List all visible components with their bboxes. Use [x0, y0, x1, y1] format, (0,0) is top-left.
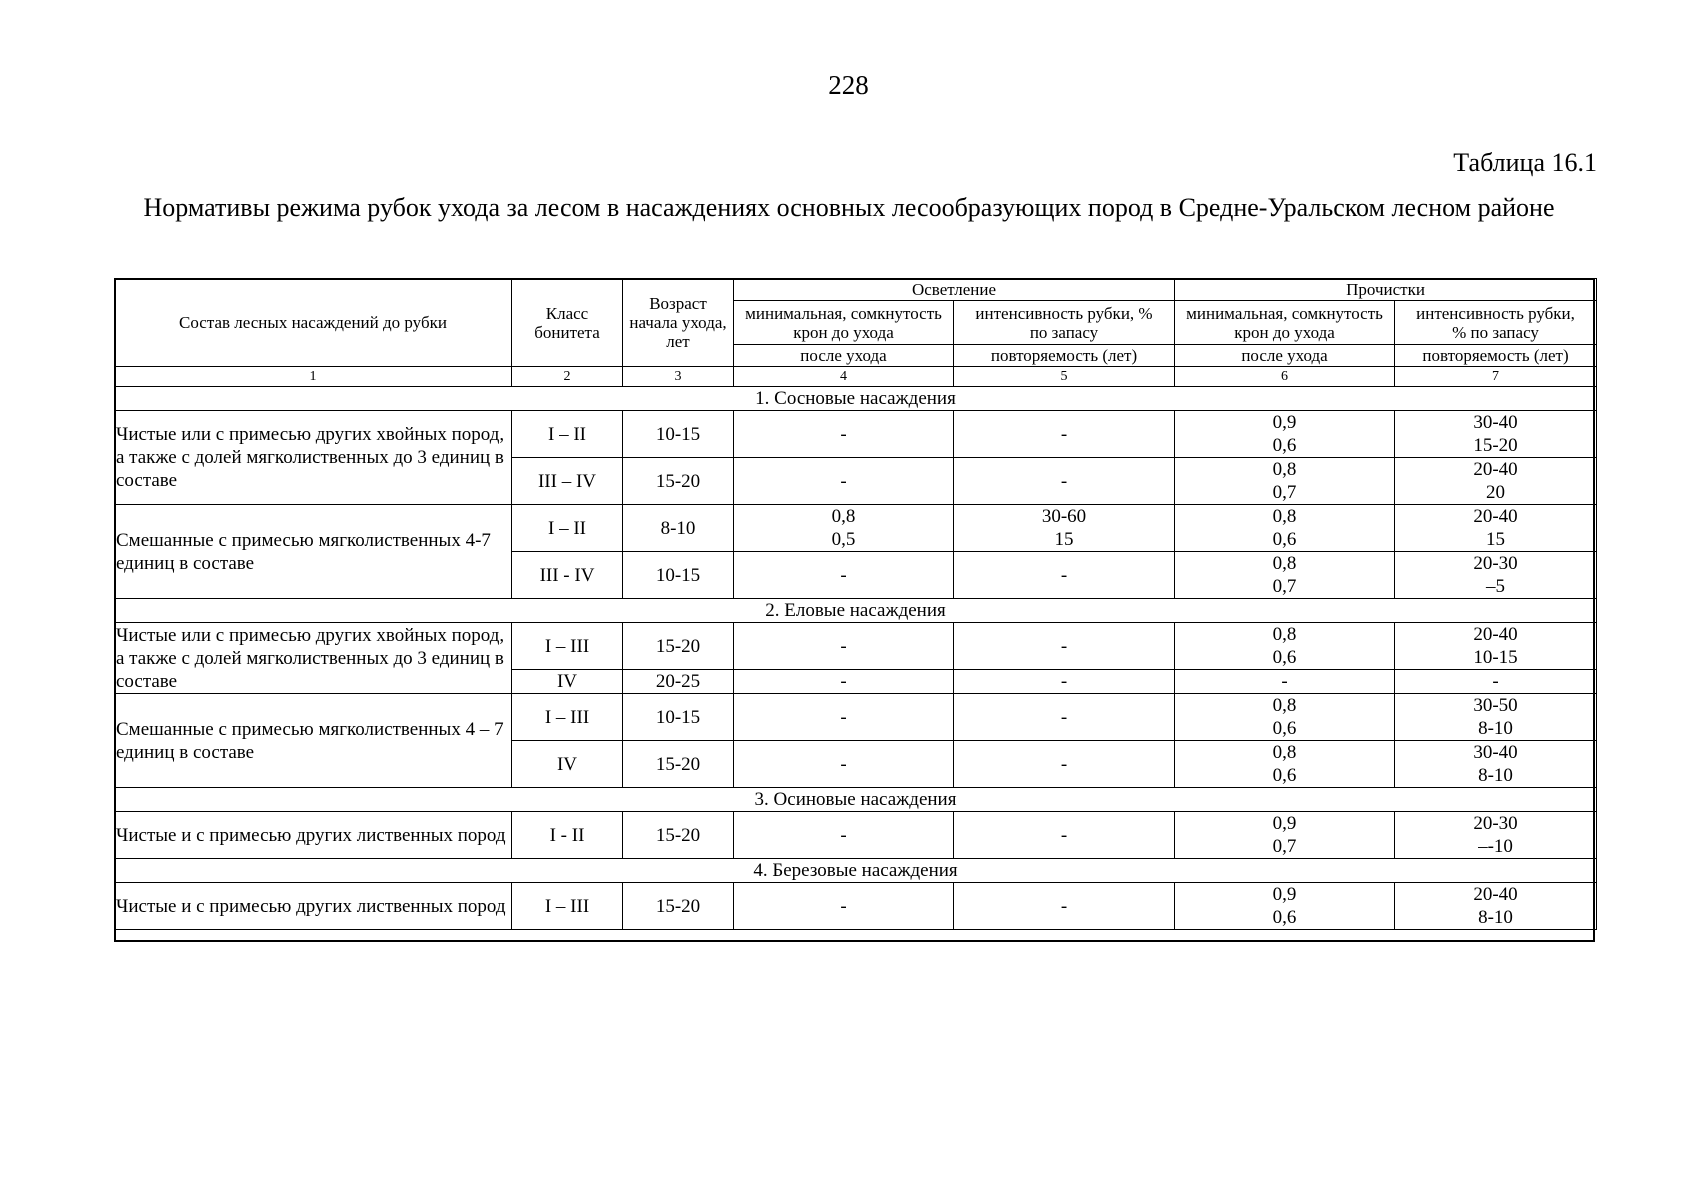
header-min-density-pr: минимальная, сомкнутость крон до ухода — [1175, 301, 1395, 345]
pr-intensity-cell-line: 30-40 — [1473, 412, 1518, 433]
osv-density-cell-line: 0,8 — [831, 506, 856, 527]
pr-density-cell — [1175, 812, 1395, 859]
pr-density-cell-line: 0,8 — [1272, 459, 1297, 480]
table-title: Нормативы режима рубок ухода за лесом в насаждениях основных лесообразующих пород в Средне-Уральском лесном районе — [143, 193, 1555, 222]
pr-density-cell-line: 0,6 — [1272, 907, 1297, 928]
pr-intensity-cell-line: 30-50 — [1473, 695, 1518, 716]
pr-density-cell-line: 0,6 — [1272, 529, 1297, 550]
pr-intensity-cell — [1395, 741, 1597, 788]
osv-density-cell-line: - — [840, 470, 847, 492]
pr-intensity-cell-line: 8-10 — [1478, 765, 1513, 786]
header-prochistki: Прочистки — [1175, 279, 1597, 301]
pr-density-cell — [1175, 670, 1395, 694]
osv-density-cell — [734, 552, 954, 599]
osv-intensity-cell — [954, 552, 1175, 599]
osv-density-cell — [734, 411, 954, 458]
pr-intensity-cell — [1395, 552, 1597, 599]
osv-density-cell — [734, 883, 954, 930]
pr-density-cell-line: 0,8 — [1272, 624, 1297, 645]
osv-density-cell — [734, 812, 954, 859]
header-repeat-pr: повторяемость (лет) — [1395, 345, 1597, 367]
pr-density-cell-line: 0,8 — [1272, 553, 1297, 574]
pr-intensity-cell-line: –-10 — [1478, 836, 1513, 857]
pr-intensity-cell-line: 10-15 — [1473, 647, 1518, 668]
osv-density-cell-line: - — [840, 423, 847, 445]
col-number: 2 — [512, 367, 623, 387]
header-repeat-osv: повторяемость (лет) — [954, 345, 1175, 367]
osv-density-cell — [734, 458, 954, 505]
norms-table — [114, 278, 1597, 930]
section-row — [115, 599, 1597, 623]
pr-intensity-cell-line: 30-40 — [1473, 742, 1518, 763]
bonitet-cell: I - II — [512, 812, 623, 859]
pr-density-cell-line: 0,6 — [1272, 765, 1297, 786]
pr-intensity-cell — [1395, 505, 1597, 552]
pr-density-cell-line: 0,8 — [1272, 506, 1297, 527]
pr-intensity-cell-line: 20-40 — [1473, 624, 1518, 645]
osv-intensity-cell — [954, 670, 1175, 694]
table-row — [115, 883, 1597, 930]
header-min-density-osv: минимальная, сомкнутость крон до ухода — [734, 301, 954, 345]
osv-density-cell-line: 0,5 — [831, 529, 856, 550]
osv-intensity-cell-line: 30-60 — [1041, 506, 1087, 527]
osv-intensity-cell — [954, 741, 1175, 788]
osv-intensity-cell-line: - — [1060, 635, 1068, 657]
table-row — [115, 411, 1597, 458]
header-intensity-pr: интенсивность рубки, % по запасу — [1395, 301, 1597, 345]
pr-density-cell-line: 0,6 — [1272, 435, 1297, 456]
table-row — [115, 623, 1597, 670]
pr-density-cell-line: 0,7 — [1272, 482, 1297, 503]
age-cell: 15-20 — [623, 458, 734, 505]
age-cell: 10-15 — [623, 411, 734, 458]
bonitet-cell: III – IV — [512, 458, 623, 505]
osv-intensity-cell — [954, 505, 1175, 552]
pr-intensity-cell — [1395, 623, 1597, 670]
osv-intensity-cell — [954, 812, 1175, 859]
header-after-care-pr: после ухода — [1175, 345, 1395, 367]
pr-intensity-cell — [1395, 883, 1597, 930]
osv-density-cell — [734, 623, 954, 670]
pr-intensity-cell — [1395, 694, 1597, 741]
osv-density-cell-line: - — [840, 635, 847, 657]
header-osvetlenie: Осветление — [734, 279, 1175, 301]
bonitet-cell: IV — [512, 670, 623, 694]
osv-intensity-cell-line: - — [1060, 706, 1068, 728]
osv-density-cell — [734, 694, 954, 741]
col-number: 6 — [1175, 367, 1395, 387]
age-cell: 15-20 — [623, 741, 734, 788]
composition-cell: Смешанные с примесью мягколиственных 4-7 единиц в составе — [115, 505, 512, 599]
col-number: 5 — [954, 367, 1175, 387]
pr-density-cell-line: 0,8 — [1272, 695, 1297, 716]
osv-intensity-cell — [954, 694, 1175, 741]
section-title: 4. Березовые насаждения — [115, 859, 1597, 883]
pr-density-cell-line: 0,9 — [1272, 884, 1297, 905]
pr-density-cell — [1175, 411, 1395, 458]
osv-intensity-cell-line: - — [1060, 753, 1068, 775]
section-row — [115, 788, 1597, 812]
pr-density-cell — [1175, 883, 1395, 930]
pr-density-cell-line: 0,9 — [1272, 813, 1297, 834]
col-number: 7 — [1395, 367, 1597, 387]
bonitet-cell: I – II — [512, 411, 623, 458]
bonitet-cell: I – II — [512, 505, 623, 552]
pr-density-cell — [1175, 552, 1395, 599]
osv-intensity-cell-line: - — [1060, 564, 1068, 586]
age-cell: 15-20 — [623, 623, 734, 670]
osv-intensity-cell-line: 15 — [1054, 529, 1074, 550]
col-number: 4 — [734, 367, 954, 387]
osv-intensity-cell-line: - — [1060, 470, 1068, 492]
pr-density-cell-line: 0,9 — [1272, 412, 1297, 433]
pr-density-cell — [1175, 505, 1395, 552]
osv-density-cell-line: - — [840, 895, 847, 917]
pr-density-cell — [1175, 458, 1395, 505]
col-number: 1 — [115, 367, 512, 387]
header-intensity-osv: интенсивность рубки, % по запасу — [954, 301, 1175, 345]
pr-intensity-cell-line: 20-30 — [1473, 553, 1518, 574]
age-cell: 15-20 — [623, 883, 734, 930]
osv-density-cell — [734, 741, 954, 788]
section-row — [115, 859, 1597, 883]
osv-intensity-cell-line: - — [1060, 895, 1068, 917]
header-bonitet: Класс бонитета — [512, 279, 623, 367]
col-number: 3 — [623, 367, 734, 387]
age-cell: 15-20 — [623, 812, 734, 859]
osv-density-cell-line: - — [840, 824, 847, 846]
table-row — [115, 694, 1597, 741]
section-title: 1. Сосновые насаждения — [115, 387, 1597, 411]
bonitet-cell: III - IV — [512, 552, 623, 599]
bonitet-cell: I – III — [512, 883, 623, 930]
pr-intensity-cell-line: 20-40 — [1473, 459, 1518, 480]
page-number: 228 — [828, 70, 869, 100]
age-cell: 8-10 — [623, 505, 734, 552]
pr-density-cell-line: 0,8 — [1272, 742, 1297, 763]
osv-intensity-cell — [954, 623, 1175, 670]
osv-intensity-cell — [954, 883, 1175, 930]
pr-intensity-cell — [1395, 812, 1597, 859]
pr-density-cell-line: 0,7 — [1272, 576, 1297, 597]
osv-density-cell-line: - — [840, 753, 847, 775]
table-row — [115, 812, 1597, 859]
pr-intensity-cell-line: 8-10 — [1478, 907, 1513, 928]
osv-density-cell-line: - — [840, 706, 847, 728]
pr-intensity-cell-line: 15 — [1486, 529, 1506, 550]
osv-intensity-cell-line: - — [1060, 824, 1068, 846]
table-label: Таблица 16.1 — [1453, 148, 1597, 177]
composition-cell: Смешанные с примесью мягколиственных 4 – 7 единиц в составе — [115, 694, 512, 788]
section-row — [115, 387, 1597, 411]
pr-intensity-cell-line: 15-20 — [1473, 435, 1518, 456]
header-after-care-osv: после ухода — [734, 345, 954, 367]
pr-intensity-cell — [1395, 458, 1597, 505]
composition-cell: Чистые или с примесью других хвойных пород, а также с долей мягколиственных до 3 единиц в составе — [115, 623, 512, 694]
pr-density-cell-line: - — [1281, 671, 1288, 692]
pr-intensity-cell — [1395, 670, 1597, 694]
osv-density-cell — [734, 670, 954, 694]
header-age: Возраст начала ухода, лет — [623, 279, 734, 367]
pr-density-cell-line: 0,7 — [1272, 836, 1297, 857]
age-cell: 20-25 — [623, 670, 734, 694]
osv-intensity-cell — [954, 411, 1175, 458]
section-title: 3. Осиновые насаждения — [115, 788, 1597, 812]
pr-intensity-cell — [1395, 411, 1597, 458]
pr-intensity-cell-line: 20-40 — [1473, 884, 1518, 905]
bonitet-cell: I – III — [512, 623, 623, 670]
osv-density-cell-line: - — [840, 671, 847, 692]
table-row — [115, 505, 1597, 552]
pr-intensity-cell-line: 20-40 — [1473, 506, 1518, 527]
osv-intensity-cell-line: - — [1060, 671, 1068, 692]
pr-intensity-cell-line: 20 — [1486, 482, 1506, 503]
osv-intensity-cell-line: - — [1060, 423, 1068, 445]
pr-density-cell-line: 0,6 — [1272, 718, 1297, 739]
composition-cell: Чистые и с примесью других лиственных пород — [115, 812, 512, 859]
osv-density-cell-line: - — [840, 564, 847, 586]
pr-density-cell — [1175, 741, 1395, 788]
age-cell: 10-15 — [623, 694, 734, 741]
pr-intensity-cell-line: –5 — [1486, 576, 1506, 597]
pr-density-cell-line: 0,6 — [1272, 647, 1297, 668]
section-title: 2. Еловые насаждения — [115, 599, 1597, 623]
bonitet-cell: I – III — [512, 694, 623, 741]
age-cell: 10-15 — [623, 552, 734, 599]
pr-density-cell — [1175, 623, 1395, 670]
composition-cell: Чистые или с примесью других хвойных пород, а также с долей мягколиственных до 3 единиц в составе — [115, 411, 512, 505]
pr-intensity-cell-line: 20-30 — [1473, 813, 1518, 834]
header-composition: Состав лесных насаждений до рубки — [115, 279, 512, 367]
pr-intensity-cell-line: - — [1492, 671, 1499, 692]
pr-intensity-cell-line: 8-10 — [1478, 718, 1513, 739]
osv-density-cell — [734, 505, 954, 552]
bonitet-cell: IV — [512, 741, 623, 788]
osv-intensity-cell — [954, 458, 1175, 505]
composition-cell: Чистые и с примесью других лиственных пород — [115, 883, 512, 930]
pr-density-cell — [1175, 694, 1395, 741]
